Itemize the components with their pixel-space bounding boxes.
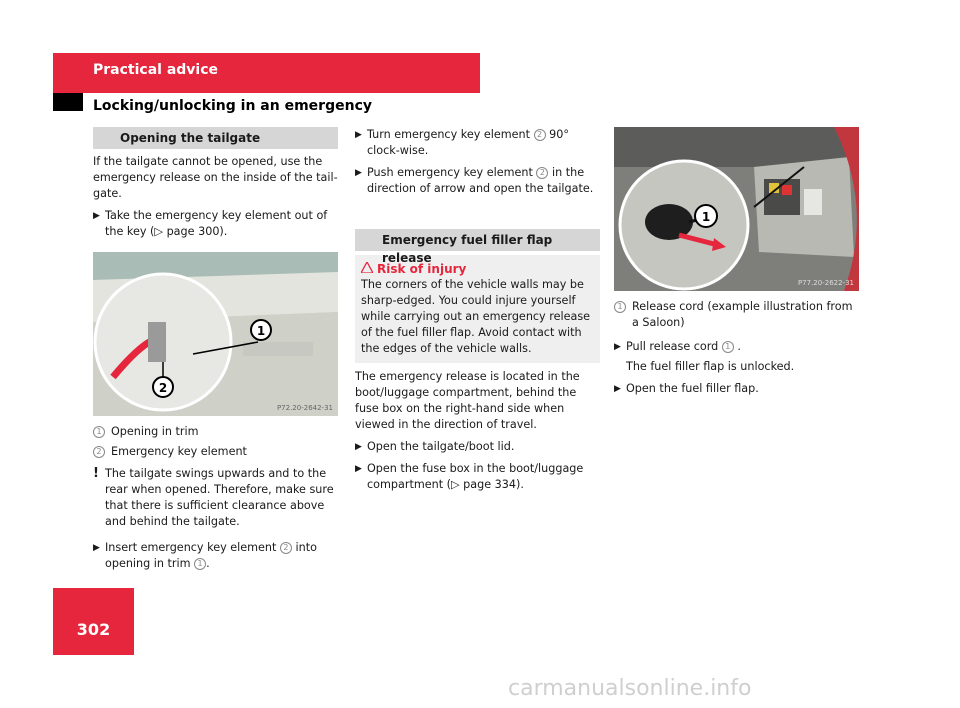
step: ▶ Push emergency key element 2 in the direction of arrow and open the tailgate. xyxy=(355,166,594,195)
step-arrow-icon: ▶ xyxy=(93,543,100,553)
header-marker xyxy=(53,93,83,111)
step: ▶ Take the emergency key element out of the key (▷ page 300). xyxy=(93,209,328,238)
page-number: 302 xyxy=(76,620,111,639)
callout-1: 1 xyxy=(701,210,711,224)
heading-fuel-flap: Emergency fuel filler flap release xyxy=(355,229,600,251)
legend-item: 2 Emergency key element xyxy=(93,444,338,460)
step: ▶ Open the fuel filler flap. xyxy=(614,382,759,395)
step: ▶ Pull release cord 1 . xyxy=(614,340,741,353)
step-arrow-icon: ▶ xyxy=(93,211,100,221)
image-code: P77.20-2622-31 xyxy=(797,279,854,287)
image-code: P72.20-2642-31 xyxy=(276,404,333,412)
warning-title: Risk of injury xyxy=(361,261,594,277)
step-arrow-icon: ▶ xyxy=(355,442,362,452)
step-arrow-icon: ▶ xyxy=(614,342,621,352)
section-title: Practical advice xyxy=(93,62,219,78)
warning-icon xyxy=(361,262,373,273)
number-icon: 2 xyxy=(93,446,105,458)
fuel-release-illustration xyxy=(614,127,859,291)
warning-box xyxy=(355,255,600,363)
number-icon: 1 xyxy=(194,558,206,570)
note: ! The tailgate swings upwards and to the rear when opened. Therefore, make sure that there is sufficient clearance above and behind the tailgate. xyxy=(93,466,334,528)
result-text: The fuel filler flap is unlocked. xyxy=(626,360,795,373)
step-arrow-icon: ▶ xyxy=(355,464,362,474)
step-arrow-icon: ▶ xyxy=(614,384,621,394)
number-icon: 1 xyxy=(722,341,734,353)
column-3 xyxy=(614,127,859,397)
warning-text: The corners of the vehicle walls may be sharp-edged. You could injure yourself while carrying out an emergency release of the fuel filler flap. Avoid contact with the edges of the vehicle walls. xyxy=(361,278,591,355)
heading-opening-tailgate: Opening the tailgate xyxy=(93,127,338,149)
number-icon: 2 xyxy=(536,167,548,179)
chapter-title: Locking/unlocking in an emergency xyxy=(93,98,372,114)
intro-text: If the tailgate cannot be opened, use the emergency release on the inside of the tail-gate. xyxy=(93,155,338,200)
callout-2: 2 xyxy=(158,381,168,395)
column-2 xyxy=(355,127,600,493)
number-icon: 1 xyxy=(93,426,105,438)
step: ▶ Open the fuse box in the boot/luggage compartment (▷ page 334). xyxy=(355,462,584,491)
step: ▶ Turn emergency key element 2 90° clock-wise. xyxy=(355,128,569,157)
step-arrow-icon: ▶ xyxy=(355,168,362,178)
number-icon: 1 xyxy=(614,301,626,313)
watermark: carmanualsonline.info xyxy=(508,676,752,701)
column-1 xyxy=(93,127,338,572)
callout-1: 1 xyxy=(256,324,266,338)
legend-item: 1 Opening in trim xyxy=(93,424,338,440)
step: ▶ Open the tailgate/boot lid. xyxy=(355,440,515,453)
legend-item: 1 Release cord (example illustration from a Saloon) xyxy=(614,299,859,331)
body-text: The emergency release is located in the boot/luggage compartment, behind the fuse box on the right-hand side when viewed in the direction of travel. xyxy=(355,370,580,431)
step: ▶ Insert emergency key element 2 into opening in trim 1 . xyxy=(93,541,317,570)
number-icon: 2 xyxy=(280,542,292,554)
number-icon: 2 xyxy=(534,129,546,141)
step-arrow-icon: ▶ xyxy=(355,130,362,140)
tailgate-illustration xyxy=(93,252,338,416)
exclamation-icon: ! xyxy=(93,466,99,481)
